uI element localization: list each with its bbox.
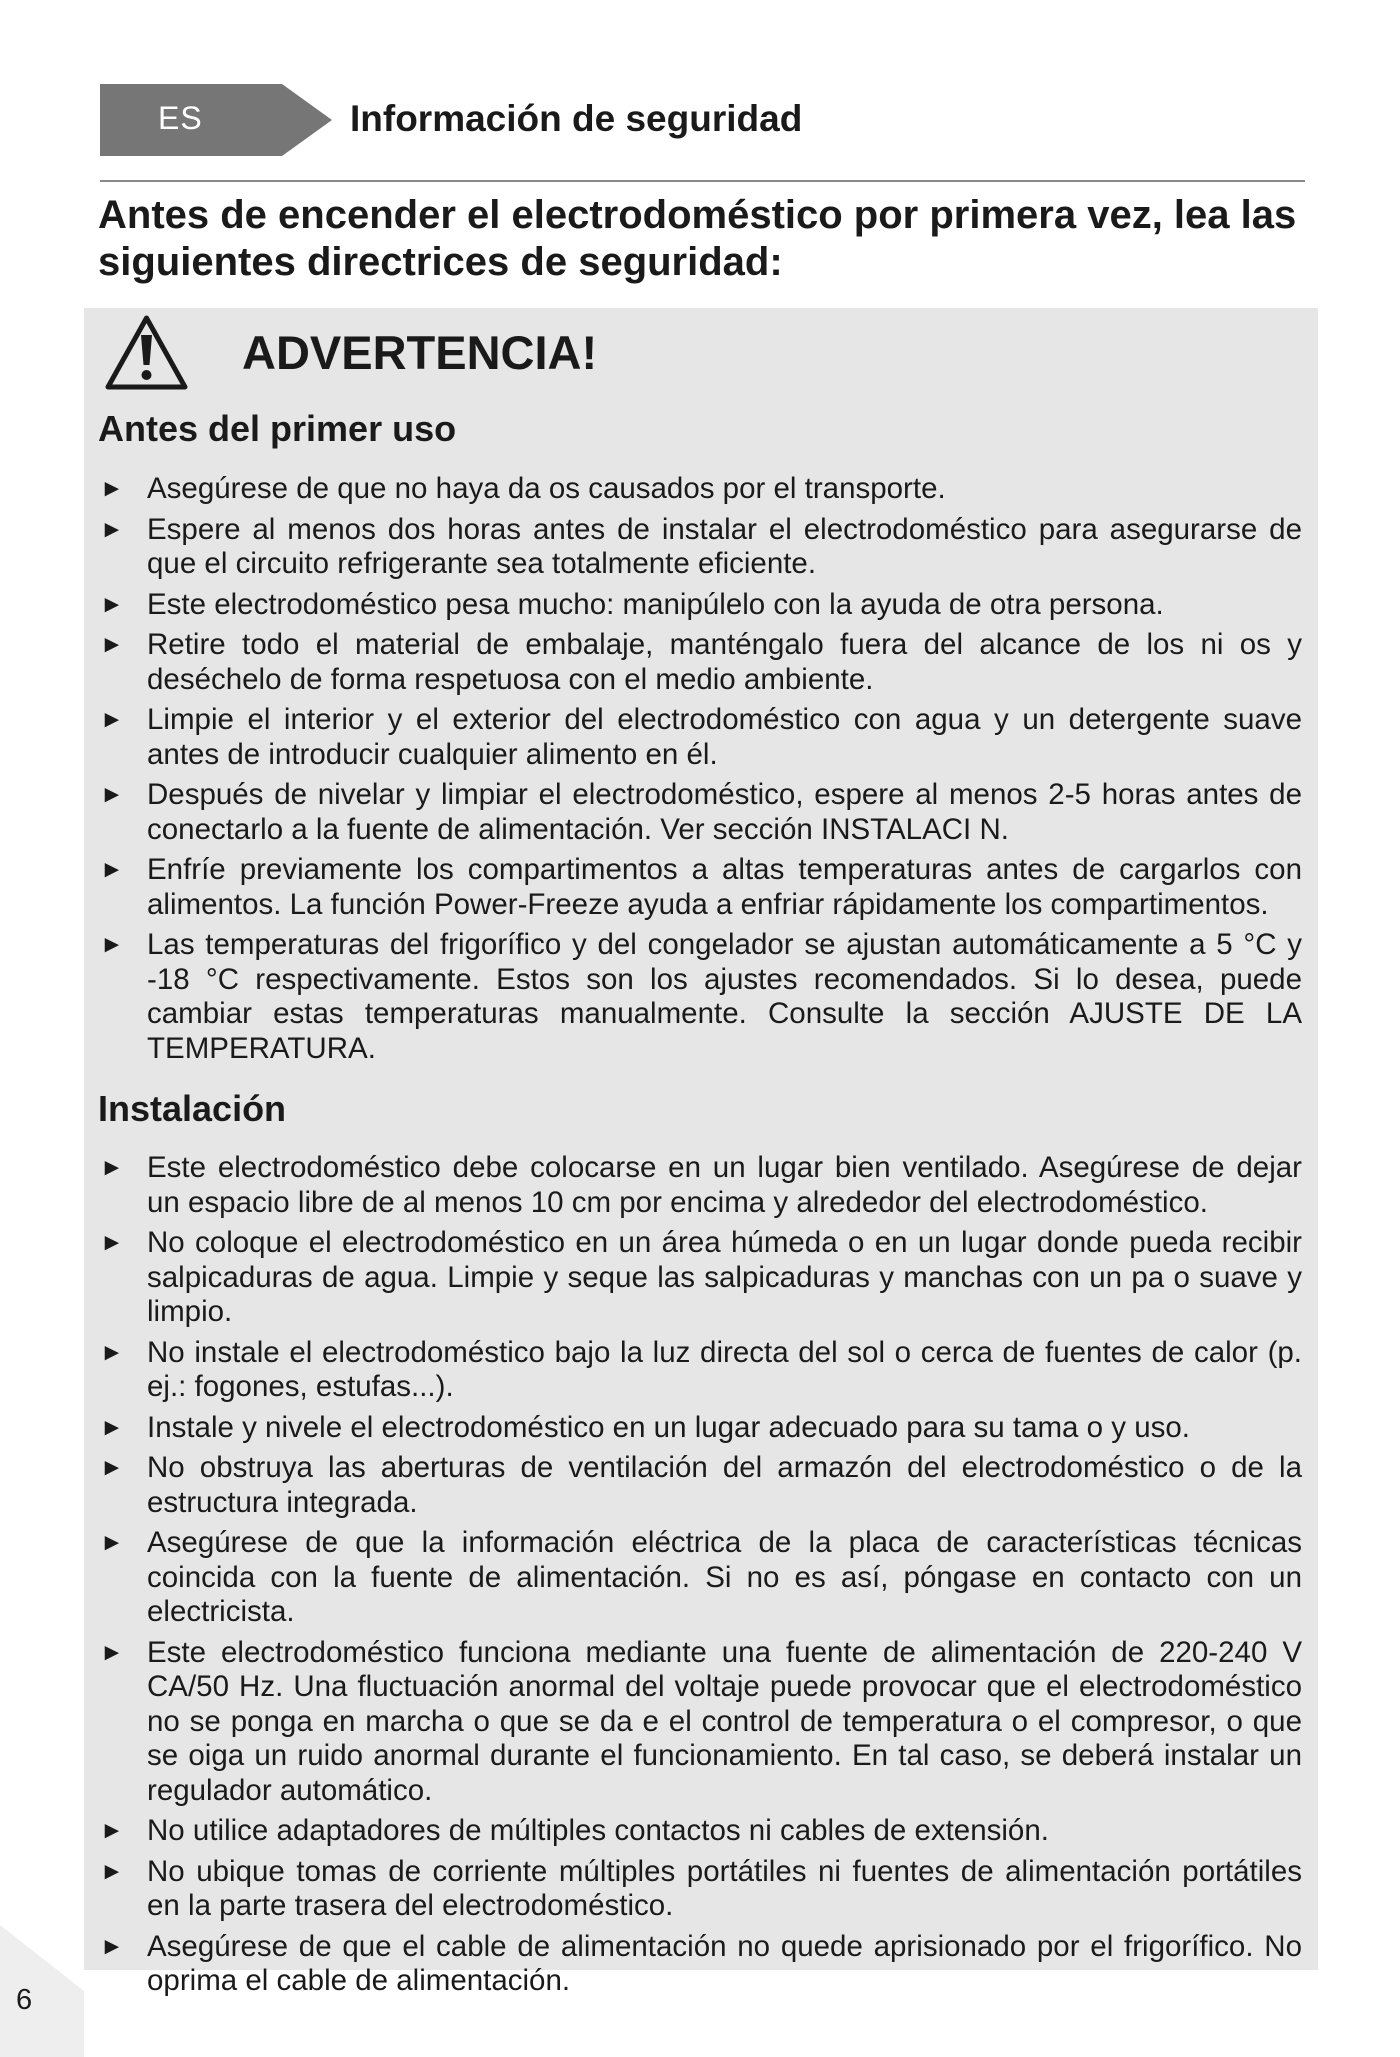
list-item-text: Retire todo el material de embalaje, manténgalo fuera del alcance de los ni os y deséchelo de forma respetuosa con el medio ambiente. xyxy=(147,628,1302,696)
list-item xyxy=(98,1336,1302,1405)
language-tab xyxy=(100,84,332,156)
bullet-arrow-icon: ► xyxy=(100,1857,124,1885)
list-item xyxy=(98,1526,1302,1630)
bullet-arrow-icon: ► xyxy=(100,1529,124,1556)
list-item xyxy=(98,1930,1302,1999)
bullet-arrow-icon: ► xyxy=(100,1454,124,1481)
list-item-text: No instale el electrodoméstico bajo la luz directa del sol o cerca de fuentes de calor (p. ej.: fogones, estufas...). xyxy=(147,1335,1302,1403)
list-item-text: Instale y nivele el electrodoméstico en un lugar adecuado para su tama o y uso. xyxy=(147,1410,1190,1444)
list-item-text: Después de nivelar y limpiar el electrodoméstico, espere al menos 2-5 horas antes de conectarlo a la fuente de alimentación. Ver sección INSTALACI N. xyxy=(147,778,1302,846)
list-item-text: No utilice adaptadores de múltiples contactos ni cables de extensión. xyxy=(147,1814,1049,1847)
list-item-text: Limpie el interior y el exterior del electrodoméstico con agua y un detergente suave antes de introducir cualquier alimento en él. xyxy=(147,703,1302,771)
bullet-arrow-icon: ► xyxy=(100,931,124,958)
list-item xyxy=(98,472,1302,507)
warning-title: ADVERTENCIA! xyxy=(242,326,598,379)
list-item-text: No ubique tomas de corriente múltiples portátiles ni fuentes de alimentación portátiles en la parte trasera del electrodoméstico. xyxy=(147,1854,1302,1922)
intro-heading: Antes de encender el electrodoméstico por primera vez, lea las siguientes directrices de seguridad: xyxy=(98,193,1297,284)
list-item-text: Enfríe previamente los compartimentos a altas temperaturas antes de cargarlos con alimentos. La función Power-Freeze ayuda a enfriar rápidamente los compartimentos. xyxy=(147,853,1302,921)
list-item xyxy=(98,1411,1302,1446)
list-item xyxy=(98,928,1302,1066)
list-item xyxy=(98,588,1302,623)
list-item-text: Asegúrese de que no haya da os causados por el transporte. xyxy=(147,472,946,505)
installation-list xyxy=(98,1151,1302,2005)
list-item xyxy=(98,703,1302,772)
header-divider xyxy=(100,180,1305,182)
language-label: ES xyxy=(158,100,203,136)
bullet-arrow-icon: ► xyxy=(100,856,124,883)
list-item xyxy=(98,628,1302,697)
list-item-text: Este electrodoméstico funciona mediante una fuente de alimentación de 220-240 V CA/50 Hz. Una fluctuación anormal del voltaje puede provocar que el electrodoméstico no se ponga en marcha o que se da e el control de temperatura o el compresor, o que se oiga un ruido anormal durante el funcionamiento. En tal caso, se deberá instalar un regulador automático. xyxy=(147,1635,1302,1807)
list-item xyxy=(98,1814,1302,1849)
list-item xyxy=(98,1451,1302,1520)
list-item-text: No obstruya las aberturas de ventilación del armazón del electrodoméstico o de la estructura integrada. xyxy=(147,1451,1302,1519)
bullet-arrow-icon: ► xyxy=(100,1338,124,1366)
page-number: 6 xyxy=(16,1984,33,2016)
list-item-text: Espere al menos dos horas antes de instalar el electrodoméstico para asegurarse de que el circuito refrigerante sea totalmente eficiente. xyxy=(147,512,1302,580)
list-item-text: Asegúrese de que la información eléctrica de la placa de características técnicas coincida con la fuente de alimentación. Si no es así, póngase en contacto con un electricista. xyxy=(147,1526,1302,1628)
list-item-text: Asegúrese de que el cable de alimentación no quede aprisionado por el frigorífico. No oprima el cable de alimentación. xyxy=(147,1929,1302,1997)
bullet-arrow-icon: ► xyxy=(100,590,124,618)
bullet-arrow-icon: ► xyxy=(100,781,124,808)
list-item xyxy=(98,1855,1302,1924)
warning-triangle-icon xyxy=(103,313,190,393)
bullet-arrow-icon: ► xyxy=(100,515,124,543)
list-item-text: Este electrodoméstico pesa mucho: manipúlelo con la ayuda de otra persona. xyxy=(147,587,1164,621)
list-item-text: Este electrodoméstico debe colocarse en un lugar bien ventilado. Asegúrese de dejar un espacio libre de al menos 10 cm por encima y alrededor del electrodoméstico. xyxy=(147,1151,1302,1219)
bullet-arrow-icon: ► xyxy=(100,1932,124,1960)
bullet-arrow-icon: ► xyxy=(100,1638,124,1666)
list-item xyxy=(98,1636,1302,1809)
section-title-first-use: Antes del primer uso xyxy=(98,408,457,449)
list-item xyxy=(98,513,1302,582)
list-item-text: Las temperaturas del frigorífico y del congelador se ajustan automáticamente a 5 °C y -18 °C respectivamente. Estos son los ajustes recomendados. Si lo desea, puede cambiar estas temperaturas manualmente. Consulte la sección AJUSTE DE LA TEMPERATURA. xyxy=(147,928,1302,1065)
list-item xyxy=(98,853,1302,922)
first-use-list xyxy=(98,472,1302,1072)
bullet-arrow-icon: ► xyxy=(100,1154,124,1181)
list-item xyxy=(98,1226,1302,1330)
bullet-arrow-icon: ► xyxy=(100,475,124,502)
bullet-arrow-icon: ► xyxy=(100,1413,124,1441)
list-item xyxy=(98,1151,1302,1220)
bullet-arrow-icon: ► xyxy=(100,631,124,658)
bullet-arrow-icon: ► xyxy=(100,1817,124,1844)
list-item xyxy=(98,778,1302,847)
language-tab-shape xyxy=(100,84,332,156)
section-header-title: Información de seguridad xyxy=(350,98,803,139)
bullet-arrow-icon: ► xyxy=(100,706,124,733)
bullet-arrow-icon: ► xyxy=(100,1229,124,1256)
page-corner-tab xyxy=(0,1925,90,2057)
list-item-text: No coloque el electrodoméstico en un área húmeda o en un lugar donde pueda recibir salpicaduras de agua. Limpie y seque las salpicaduras y manchas con un pa o suave y limpio. xyxy=(147,1226,1302,1328)
section-title-installation: Instalación xyxy=(98,1088,287,1129)
